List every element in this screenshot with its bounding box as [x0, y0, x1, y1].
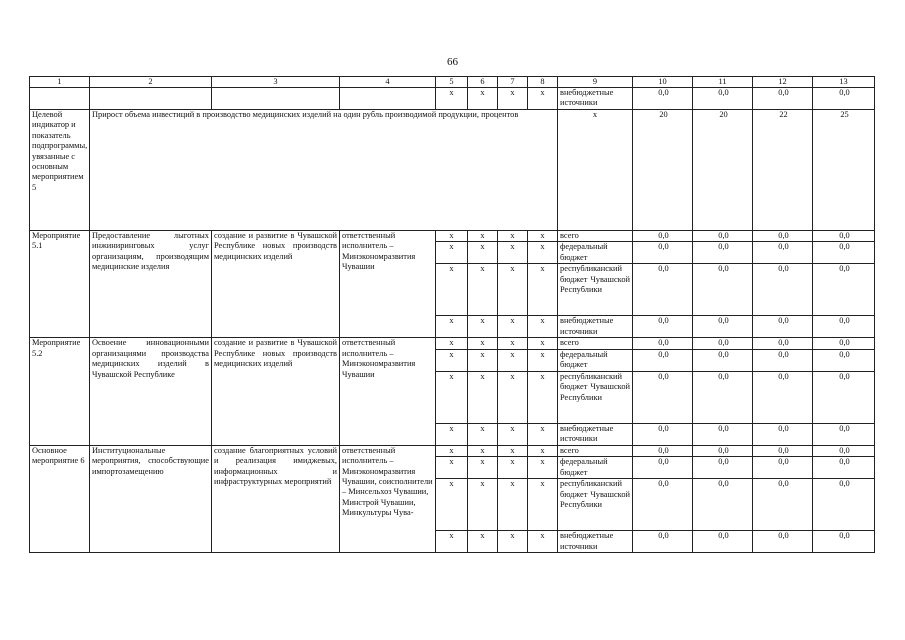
table-row — [30, 231, 875, 242]
value-cell: 0,0 — [633, 338, 693, 349]
value-cell: 0,0 — [633, 349, 693, 371]
x-cell: x — [468, 445, 498, 456]
value-cell: 0,0 — [813, 371, 875, 423]
measure-executor: ответственный исполнитель – Минэкономразвития Чувашии — [340, 231, 436, 338]
value-cell: 0,0 — [753, 371, 813, 423]
x-cell: x — [528, 457, 558, 479]
x-cell: x — [498, 457, 528, 479]
x-cell: x — [436, 445, 468, 456]
funding-source: внебюджетные источники — [558, 88, 633, 110]
x-cell: x — [528, 231, 558, 242]
x-cell: x — [436, 231, 468, 242]
table-row — [30, 338, 875, 349]
page-number: 66 — [447, 56, 458, 68]
x-cell: x — [436, 242, 468, 264]
x-cell: x — [436, 457, 468, 479]
value-cell: 0,0 — [693, 349, 753, 371]
funding-source: федеральный бюджет — [558, 349, 633, 371]
measure-name: Институциональные мероприятия, способствующие импортозамещению — [90, 445, 212, 552]
value-cell: 0,0 — [813, 231, 875, 242]
x-cell: x — [498, 316, 528, 338]
funding-source: внебюджетные источники — [558, 316, 633, 338]
value-cell: 0,0 — [693, 371, 753, 423]
col-num: 4 — [340, 77, 436, 88]
col-num: 13 — [813, 77, 875, 88]
value-cell: 0,0 — [693, 316, 753, 338]
measure-label: Основное мероприятие 6 — [30, 445, 90, 552]
value-cell: 0,0 — [813, 531, 875, 553]
x-cell: x — [468, 349, 498, 371]
table-row — [30, 88, 875, 110]
value-cell: 0,0 — [813, 316, 875, 338]
x-cell: x — [436, 88, 468, 110]
value-cell: 0,0 — [753, 445, 813, 456]
measure-goal: создание и развитие в Чувашской Республике новых производств медицинских изделий — [212, 231, 340, 338]
col-num: 10 — [633, 77, 693, 88]
x-cell: x — [528, 338, 558, 349]
x-cell: x — [528, 242, 558, 264]
funding-source: федеральный бюджет — [558, 457, 633, 479]
x-cell: x — [528, 349, 558, 371]
value-cell: 0,0 — [813, 479, 875, 531]
value-cell: 0,0 — [813, 445, 875, 456]
x-cell: x — [558, 110, 633, 231]
x-cell: x — [436, 316, 468, 338]
x-cell: x — [468, 231, 498, 242]
value-cell: 0,0 — [753, 316, 813, 338]
funding-source: республиканский бюджет Чувашской Республики — [558, 479, 633, 531]
funding-source: внебюджетные источники — [558, 531, 633, 553]
value-cell: 0,0 — [693, 231, 753, 242]
value-cell: 0,0 — [753, 88, 813, 110]
x-cell: x — [498, 531, 528, 553]
value-cell: 0,0 — [693, 531, 753, 553]
value-cell: 0,0 — [813, 423, 875, 445]
value-cell: 0,0 — [693, 479, 753, 531]
x-cell: x — [436, 531, 468, 553]
measure-executor: ответственный исполнитель – Минэкономразвития Чувашии — [340, 338, 436, 445]
target-indicator-row — [30, 110, 875, 231]
col-num: 9 — [558, 77, 633, 88]
value-cell: 0,0 — [753, 457, 813, 479]
col-num: 5 — [436, 77, 468, 88]
x-cell: x — [528, 479, 558, 531]
value-cell: 0,0 — [813, 264, 875, 316]
target-value: 25 — [813, 110, 875, 231]
value-cell: 0,0 — [633, 479, 693, 531]
x-cell: x — [498, 88, 528, 110]
x-cell: x — [436, 349, 468, 371]
col-num: 12 — [753, 77, 813, 88]
value-cell: 0,0 — [693, 457, 753, 479]
x-cell: x — [528, 423, 558, 445]
value-cell: 0,0 — [753, 423, 813, 445]
col-num: 11 — [693, 77, 753, 88]
value-cell: 0,0 — [813, 457, 875, 479]
x-cell: x — [498, 349, 528, 371]
funding-source: республиканский бюджет Чувашской Республики — [558, 371, 633, 423]
x-cell: x — [468, 479, 498, 531]
x-cell: x — [528, 531, 558, 553]
measure-goal: создание и развитие в Чувашской Республике новых производств медицинских изделий — [212, 338, 340, 445]
funding-source: федеральный бюджет — [558, 242, 633, 264]
funding-source: всего — [558, 338, 633, 349]
x-cell: x — [436, 479, 468, 531]
x-cell: x — [468, 457, 498, 479]
value-cell: 0,0 — [753, 338, 813, 349]
funding-source: внебюджетные источники — [558, 423, 633, 445]
x-cell: x — [498, 231, 528, 242]
value-cell: 0,0 — [633, 531, 693, 553]
table-row — [30, 445, 875, 456]
value-cell: 0,0 — [753, 242, 813, 264]
funding-source: республиканский бюджет Чувашской Республики — [558, 264, 633, 316]
x-cell: x — [528, 316, 558, 338]
measure-executor: ответственный исполнитель – Минэкономразвития Чувашии, соисполнители – Минсельхоз Чувашии, Минстрой Чувашии, Минкультуры Чува- — [340, 445, 436, 552]
col-num: 1 — [30, 77, 90, 88]
x-cell: x — [498, 479, 528, 531]
value-cell: 0,0 — [633, 445, 693, 456]
value-cell: 0,0 — [633, 371, 693, 423]
funding-source: всего — [558, 231, 633, 242]
x-cell: x — [468, 316, 498, 338]
value-cell: 0,0 — [633, 88, 693, 110]
value-cell: 0,0 — [693, 88, 753, 110]
target-value: 22 — [753, 110, 813, 231]
value-cell: 0,0 — [633, 242, 693, 264]
target-text: Прирост объема инвестиций в производство медицинских изделий на один рубль производимой продукции, процентов — [90, 110, 558, 231]
x-cell: x — [498, 371, 528, 423]
x-cell: x — [528, 264, 558, 316]
value-cell: 0,0 — [753, 531, 813, 553]
col-num: 7 — [498, 77, 528, 88]
column-number-row — [30, 77, 875, 88]
x-cell: x — [436, 264, 468, 316]
x-cell: x — [468, 423, 498, 445]
x-cell: x — [468, 338, 498, 349]
value-cell: 0,0 — [693, 445, 753, 456]
col-num: 6 — [468, 77, 498, 88]
value-cell: 0,0 — [693, 423, 753, 445]
measure-label: Мероприятие 5.2 — [30, 338, 90, 445]
col-num: 3 — [212, 77, 340, 88]
value-cell: 0,0 — [753, 264, 813, 316]
value-cell: 0,0 — [813, 338, 875, 349]
col-num: 2 — [90, 77, 212, 88]
x-cell: x — [498, 242, 528, 264]
x-cell: x — [436, 371, 468, 423]
x-cell: x — [468, 242, 498, 264]
value-cell: 0,0 — [693, 242, 753, 264]
value-cell: 0,0 — [813, 88, 875, 110]
x-cell: x — [528, 371, 558, 423]
col-num: 8 — [528, 77, 558, 88]
value-cell: 0,0 — [633, 264, 693, 316]
value-cell: 0,0 — [753, 349, 813, 371]
x-cell: x — [468, 88, 498, 110]
target-value: 20 — [633, 110, 693, 231]
x-cell: x — [468, 531, 498, 553]
x-cell: x — [468, 371, 498, 423]
x-cell: x — [436, 423, 468, 445]
x-cell: x — [498, 264, 528, 316]
x-cell: x — [498, 445, 528, 456]
x-cell: x — [436, 338, 468, 349]
measure-goal: создание благоприятных условий и реализация имиджевых, информационных и инфраструктурных мероприятий — [212, 445, 340, 552]
x-cell: x — [498, 338, 528, 349]
value-cell: 0,0 — [633, 457, 693, 479]
value-cell: 0,0 — [693, 264, 753, 316]
x-cell: x — [468, 264, 498, 316]
value-cell: 0,0 — [813, 242, 875, 264]
x-cell: x — [528, 445, 558, 456]
target-label: Целевой индикатор и показатель подпрограммы, увязанные с основным мероприятием 5 — [30, 110, 90, 231]
value-cell: 0,0 — [753, 479, 813, 531]
target-value: 20 — [693, 110, 753, 231]
value-cell: 0,0 — [753, 231, 813, 242]
measure-name: Освоение инновационными организациями производства медицинских изделий в Чувашской Республике — [90, 338, 212, 445]
x-cell: x — [498, 423, 528, 445]
value-cell: 0,0 — [633, 316, 693, 338]
value-cell: 0,0 — [813, 349, 875, 371]
x-cell: x — [528, 88, 558, 110]
value-cell: 0,0 — [693, 338, 753, 349]
value-cell: 0,0 — [633, 423, 693, 445]
funding-source: всего — [558, 445, 633, 456]
measure-label: Мероприятие 5.1 — [30, 231, 90, 338]
measure-name: Предоставление лыготных инжиниринговых услуг организациям, производящим медицинские изделия — [90, 231, 212, 338]
value-cell: 0,0 — [633, 231, 693, 242]
program-table — [29, 76, 875, 553]
